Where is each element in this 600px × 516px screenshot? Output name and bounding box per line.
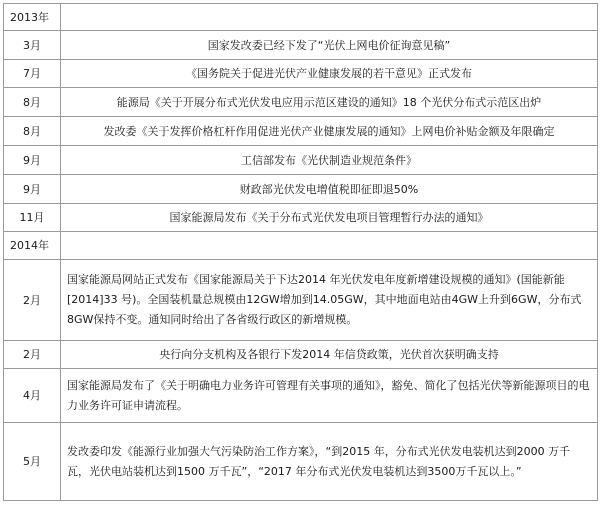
event-cell: 国家能源局发布《关于分布式光伏发电项目管理暂行办法的通知》 <box>61 204 598 232</box>
event-cell: 国家能源局网站正式发布《国家能源局关于下达2014 年光伏发电年度新增建设规模的通知》(国能新能[2014]33 号)。全国装机量总规模由12GW增加到14.05GW，其中地面电站由4GW上升到6GW，分布式8GW保持不变。通知同时给出了各省级行政区的新增规模。 <box>61 260 598 341</box>
policy-timeline-table <box>3 3 598 501</box>
month-cell: 7月 <box>4 60 61 88</box>
year-empty-cell <box>61 4 598 31</box>
table-row <box>4 175 598 204</box>
year-cell: 2014年 <box>4 232 61 260</box>
month-cell: 9月 <box>4 146 61 175</box>
table-row <box>4 369 598 423</box>
table-row <box>4 146 598 175</box>
table-row <box>4 117 598 146</box>
event-cell: 央行向分支机构及各银行下发2014 年信贷政策，光伏首次获明确支持 <box>61 341 598 369</box>
month-cell: 2月 <box>4 341 61 369</box>
table-row <box>4 88 598 117</box>
event-cell: 《国务院关于促进光伏产业健康发展的若干意见》正式发布 <box>61 60 598 88</box>
table-row <box>4 423 598 501</box>
month-cell: 5月 <box>4 423 61 501</box>
month-cell: 4月 <box>4 369 61 423</box>
month-cell: 8月 <box>4 88 61 117</box>
event-cell: 工信部发布《光伏制造业规范条件》 <box>61 146 598 175</box>
table-row <box>4 204 598 232</box>
table-row <box>4 60 598 88</box>
event-cell: 发改委《关于发挥价格杠杆作用促进光伏产业健康发展的通知》上网电价补贴金额及年限确定 <box>61 117 598 146</box>
year-row-2013 <box>4 4 598 31</box>
month-cell: 3月 <box>4 31 61 60</box>
event-cell: 能源局《关于开展分布式光伏发电应用示范区建设的通知》18 个光伏分布式示范区出炉 <box>61 88 598 117</box>
month-cell: 8月 <box>4 117 61 146</box>
year-empty-cell <box>61 232 598 260</box>
month-cell: 2月 <box>4 260 61 341</box>
year-cell: 2013年 <box>4 4 61 31</box>
table-row <box>4 260 598 341</box>
event-cell: 财政部光伏发电增值税即征即退50% <box>61 175 598 204</box>
month-cell: 11月 <box>4 204 61 232</box>
year-row-2014 <box>4 232 598 260</box>
event-cell: 国家发改委已经下发了“光伏上网电价征询意见稿” <box>61 31 598 60</box>
event-cell: 国家能源局发布了《关于明确电力业务许可管理有关事项的通知》，豁免、简化了包括光伏等新能源项目的电力业务许可证申请流程。 <box>61 369 598 423</box>
month-cell: 9月 <box>4 175 61 204</box>
table-row <box>4 341 598 369</box>
table-row <box>4 31 598 60</box>
event-cell: 发改委印发《能源行业加强大气污染防治工作方案》，“到2015 年，分布式光伏发电装机达到2000 万千瓦，光伏电站装机达到1500 万千瓦”，“2017 年分布式光伏发电装机达到3500万千瓦以上。” <box>61 423 598 501</box>
